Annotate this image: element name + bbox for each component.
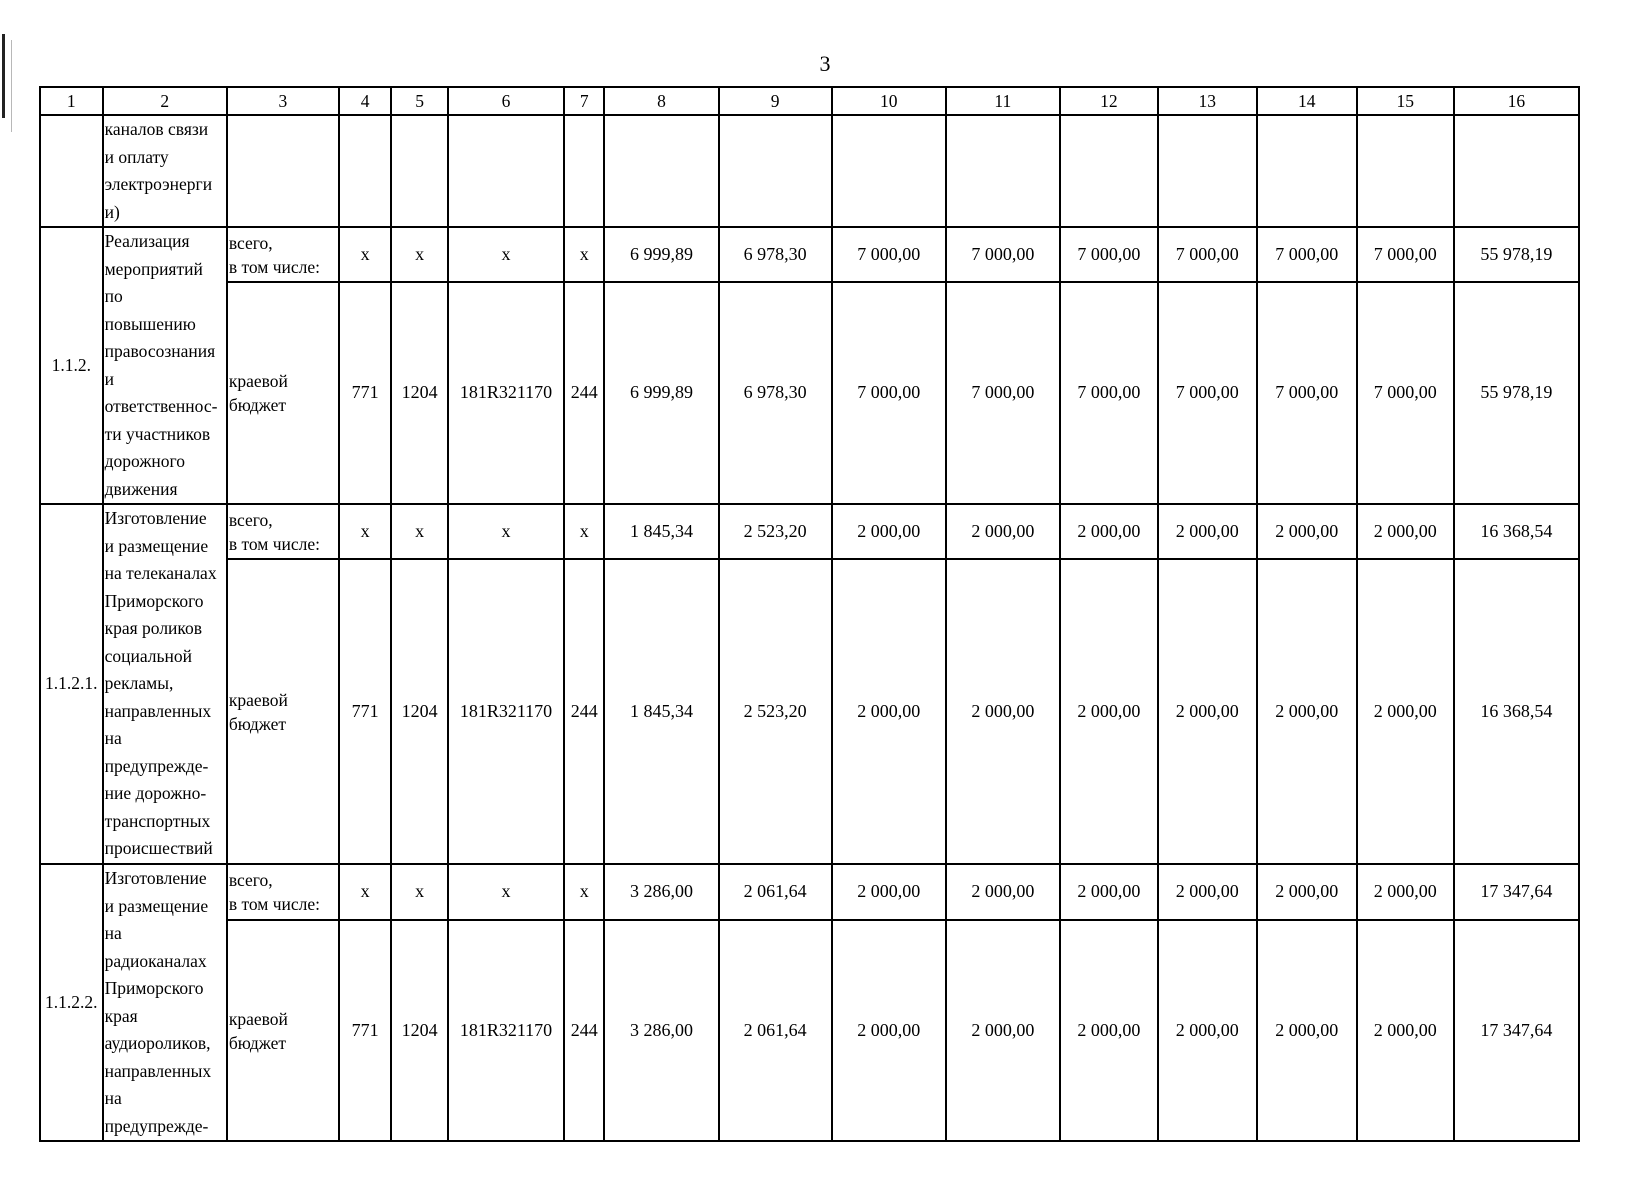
empty-cell [604,115,718,227]
column-number: 15 [1357,87,1454,115]
empty-cell [719,115,832,227]
funding-type: краевой бюджет [227,559,339,864]
column-number: 3 [227,87,339,115]
table-cell: х [391,864,448,920]
table-row-total [40,227,1579,282]
table-row-budget [40,920,1579,1141]
column-number: 6 [448,87,564,115]
table-row-total [40,504,1579,559]
empty-cell [339,115,392,227]
table-cell: 3 286,00 [604,920,718,1141]
column-number: 10 [832,87,946,115]
table-cell: 7 000,00 [832,282,946,504]
budget-table [39,86,1580,1142]
table-cell: 2 000,00 [946,559,1060,864]
empty-cell [564,115,604,227]
table-cell: 7 000,00 [1158,227,1257,282]
table-cell: 2 000,00 [1158,864,1257,920]
table-cell: 2 000,00 [946,864,1060,920]
funding-type: всего, в том числе: [227,227,339,282]
table-cell: х [391,227,448,282]
table-cell: 16 368,54 [1454,559,1579,864]
table-cell: 7 000,00 [1257,227,1357,282]
table-cell: 2 000,00 [832,504,946,559]
table-cell: 2 523,20 [719,504,832,559]
table-cell: 1 845,34 [604,504,718,559]
empty-cell [391,115,448,227]
column-number: 1 [40,87,103,115]
column-number: 2 [103,87,227,115]
table-cell: 3 286,00 [604,864,718,920]
funding-type: всего, в том числе: [227,504,339,559]
table-cell: 181R321170 [448,559,564,864]
table-row-budget [40,559,1579,864]
table-cell: 771 [339,559,392,864]
empty-cell [1158,115,1257,227]
table-cell: 7 000,00 [1257,282,1357,504]
table-cell: 55 978,19 [1454,227,1579,282]
continuation-text: каналов связи и оплату электроэнерги и) [103,115,227,227]
funding-type: краевой бюджет [227,920,339,1141]
table-cell: 181R321170 [448,282,564,504]
empty-cell [1357,115,1454,227]
item-name: Изготовление и размещение на телеканалах Приморского края роликов социальной рекламы, направленных на предупрежде- ние дорожно- транспортных происшествий [103,504,227,864]
table-cell: 17 347,64 [1454,920,1579,1141]
table-cell: 2 000,00 [1257,920,1357,1141]
table-cell: 1204 [391,282,448,504]
column-number: 13 [1158,87,1257,115]
table-cell: 2 000,00 [832,559,946,864]
table-cell: х [391,504,448,559]
table-cell: 2 000,00 [832,920,946,1141]
table-cell: 1 845,34 [604,559,718,864]
table-cell: 2 061,64 [719,920,832,1141]
table-cell: х [564,227,604,282]
table-cell: 7 000,00 [1158,282,1257,504]
empty-cell [40,115,103,227]
column-number: 7 [564,87,604,115]
table-cell: х [339,227,392,282]
table-cell: 7 000,00 [1357,227,1454,282]
item-code: 1.1.2.1. [40,504,103,864]
table-cell: 771 [339,920,392,1141]
table-cell: 1204 [391,559,448,864]
continuation-row [40,115,1579,227]
item-code: 1.1.2. [40,227,103,504]
table-cell: х [564,864,604,920]
table-cell: х [564,504,604,559]
column-number: 8 [604,87,718,115]
table-cell: х [339,864,392,920]
table-row-total [40,864,1579,920]
table-cell: 2 000,00 [1257,504,1357,559]
item-name: Реализация мероприятий по повышению правосознания и ответственнос- ти участников дорожного движения [103,227,227,504]
table-cell: 17 347,64 [1454,864,1579,920]
table-cell: х [448,227,564,282]
column-number: 9 [719,87,832,115]
table-row-budget [40,282,1579,504]
table-cell: 2 000,00 [1357,504,1454,559]
table-cell: 2 000,00 [1060,920,1158,1141]
column-number: 16 [1454,87,1579,115]
table-cell: 55 978,19 [1454,282,1579,504]
table-cell: 2 000,00 [946,920,1060,1141]
table-cell: 6 999,89 [604,282,718,504]
funding-type: краевой бюджет [227,282,339,504]
table-cell: 2 000,00 [832,864,946,920]
table-cell: 6 999,89 [604,227,718,282]
table-cell: 2 000,00 [1060,504,1158,559]
table-cell: х [339,504,392,559]
item-name: Изготовление и размещение на радиоканалах Приморского края аудиороликов, направленных на предупрежде- [103,864,227,1141]
table-cell: 2 000,00 [1158,504,1257,559]
table-cell: 1204 [391,920,448,1141]
table-cell: х [448,864,564,920]
table-cell: 2 000,00 [1060,559,1158,864]
column-number-row [40,87,1579,115]
table-cell: 2 523,20 [719,559,832,864]
table-cell: 244 [564,282,604,504]
table-cell: 181R321170 [448,920,564,1141]
table-cell: 2 000,00 [1158,559,1257,864]
table-cell: 16 368,54 [1454,504,1579,559]
column-number: 12 [1060,87,1158,115]
table-cell: 6 978,30 [719,282,832,504]
table-cell: 771 [339,282,392,504]
table-cell: 244 [564,920,604,1141]
table-cell: 7 000,00 [946,282,1060,504]
table-cell: 2 000,00 [1158,920,1257,1141]
empty-cell [1257,115,1357,227]
empty-cell [1060,115,1158,227]
empty-cell [946,115,1060,227]
table-cell: 7 000,00 [832,227,946,282]
table-cell: 2 000,00 [1357,864,1454,920]
column-number: 4 [339,87,392,115]
column-number: 11 [946,87,1060,115]
page-number: 3 [819,51,831,76]
table-cell: 244 [564,559,604,864]
table-cell: 2 000,00 [1357,559,1454,864]
table-cell: х [448,504,564,559]
table-cell: 2 061,64 [719,864,832,920]
table-cell: 6 978,30 [719,227,832,282]
margin-mark [2,34,5,118]
column-number: 14 [1257,87,1357,115]
empty-cell [832,115,946,227]
item-code: 1.1.2.2. [40,864,103,1141]
empty-cell [227,115,339,227]
empty-cell [448,115,564,227]
empty-cell [1454,115,1579,227]
table-cell: 2 000,00 [1357,920,1454,1141]
table-cell: 2 000,00 [1257,864,1357,920]
table-cell: 7 000,00 [1060,282,1158,504]
table-cell: 7 000,00 [1060,227,1158,282]
table-cell: 2 000,00 [1257,559,1357,864]
table-cell: 7 000,00 [1357,282,1454,504]
table-cell: 7 000,00 [946,227,1060,282]
table-cell: 2 000,00 [946,504,1060,559]
table-cell: 2 000,00 [1060,864,1158,920]
funding-type: всего, в том числе: [227,864,339,920]
column-number: 5 [391,87,448,115]
